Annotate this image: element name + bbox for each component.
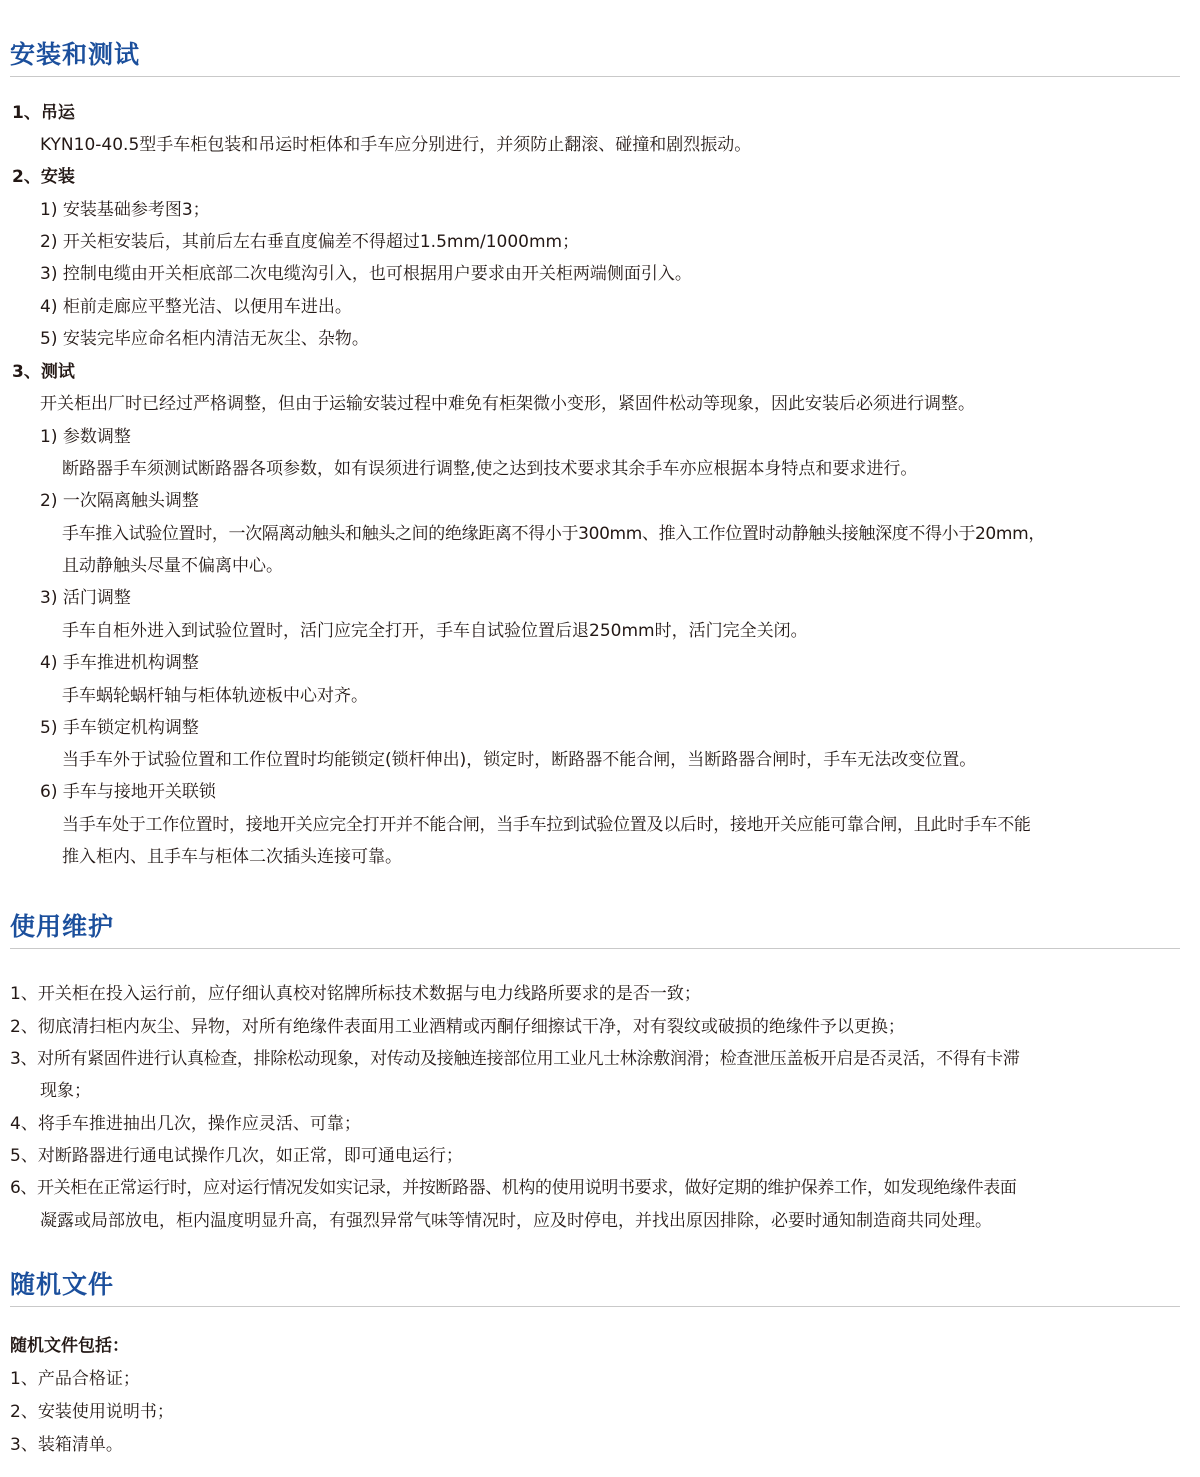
section-title-documents: 随机文件 <box>10 1270 115 1299</box>
test-item-text: 手车推入试验位置时，一次隔离动触头和触头之间的绝缘距离不得小于300mm、推入工作位置时动静触头接触深度不得小于20mm， <box>62 524 1045 544</box>
maintenance-line: 凝露或局部放电，柜内温度明显升高，有强烈异常气味等情况时，应及时停电，并找出原因排除，必要时通知制造商共同处理。 <box>40 1211 992 1231</box>
install-item: 2) 开关柜安装后，其前后左右垂直度偏差不得超过1.5mm/1000mm； <box>40 232 580 252</box>
section-divider <box>10 948 1180 949</box>
documents-intro: 随机文件包括： <box>10 1336 129 1356</box>
install-item: 4) 柜前走廊应平整光洁、以便用车进出。 <box>40 297 352 317</box>
test-item-text: 手车自柜外进入到试验位置时，活门应完全打开，手车自试验位置后退250mm时，活门完全关闭。 <box>62 621 808 641</box>
test-item-text: 当手车外于试验位置和工作位置时均能锁定(锁杆伸出)，锁定时，断路器不能合闸，当断路器合闸时，手车无法改变位置。 <box>62 750 977 770</box>
documents-item: 2、安装使用说明书； <box>10 1402 174 1422</box>
test-intro: 开关柜出厂时已经过严格调整，但由于运输安装过程中难免有柜架微小变形，紧固件松动等现象，因此安装后必须进行调整。 <box>40 394 975 414</box>
test-item-text: 当手车处于工作位置时，接地开关应完全打开并不能合闸，当手车拉到试验位置及以后时，接地开关应能可靠合闸，且此时手车不能 <box>62 815 1031 835</box>
test-item-text: 断路器手车须测试断路器各项参数，如有误须进行调整,使之达到技术要求其余手车亦应根据本身特点和要求进行。 <box>62 459 918 479</box>
section-divider <box>10 1306 1180 1307</box>
heading-test: 3、测试 <box>12 362 75 382</box>
maintenance-line: 5、对断路器进行通电试操作几次，如正常，即可通电运行； <box>10 1146 463 1166</box>
install-item: 3) 控制电缆由开关柜底部二次电缆沟引入，也可根据用户要求由开关柜两端侧面引入。 <box>40 264 692 284</box>
test-item-title: 3) 活门调整 <box>40 588 131 608</box>
section-divider <box>10 76 1180 77</box>
hoist-text: KYN10-40.5型手车柜包装和吊运时柜体和手车应分别进行，并须防止翻滚、碰撞和剧烈振动。 <box>40 135 752 155</box>
test-item-title: 2) 一次隔离触头调整 <box>40 491 199 511</box>
maintenance-line: 现象； <box>40 1081 91 1101</box>
test-item-text: 手车蜗轮蜗杆轴与柜体轨迹板中心对齐。 <box>62 686 368 706</box>
maintenance-line: 3、对所有紧固件进行认真检查，排除松动现象，对传动及接触连接部位用工业凡士林涂敷润滑；检查泄压盖板开启是否灵活，不得有卡滞 <box>10 1049 1020 1069</box>
install-item: 1) 安装基础参考图3； <box>40 200 210 220</box>
heading-hoist: 1、吊运 <box>12 103 75 123</box>
test-item-title: 4) 手车推进机构调整 <box>40 653 199 673</box>
test-item-title: 6) 手车与接地开关联锁 <box>40 782 216 802</box>
maintenance-line: 6、开关柜在正常运行时，应对运行情况发如实记录，并按断路器、机构的使用说明书要求，做好定期的维护保养工作，如发现绝缘件表面 <box>10 1178 1017 1198</box>
maintenance-line: 1、开关柜在投入运行前，应仔细认真校对铭牌所标技术数据与电力线路所要求的是否一致； <box>10 984 701 1004</box>
test-item-text: 且动静触头尽量不偏离中心。 <box>62 556 283 576</box>
documents-item: 3、装箱清单。 <box>10 1435 123 1455</box>
test-item-text: 推入柜内、且手车与柜体二次插头连接可靠。 <box>62 847 402 867</box>
maintenance-line: 4、将手车推进抽出几次，操作应灵活、可靠； <box>10 1114 361 1134</box>
maintenance-line: 2、彻底清扫柜内灰尘、异物，对所有绝缘件表面用工业酒精或丙酮仔细擦试干净，对有裂纹或破损的绝缘件予以更换； <box>10 1017 905 1037</box>
test-item-title: 5) 手车锁定机构调整 <box>40 718 199 738</box>
documents-item: 1、产品合格证； <box>10 1369 140 1389</box>
heading-install: 2、安装 <box>12 167 75 187</box>
section-title-maintenance: 使用维护 <box>10 912 115 941</box>
test-item-title: 1) 参数调整 <box>40 427 131 447</box>
install-item: 5) 安装完毕应命名柜内清洁无灰尘、杂物。 <box>40 329 369 349</box>
section-title-install: 安装和测试 <box>10 40 141 69</box>
